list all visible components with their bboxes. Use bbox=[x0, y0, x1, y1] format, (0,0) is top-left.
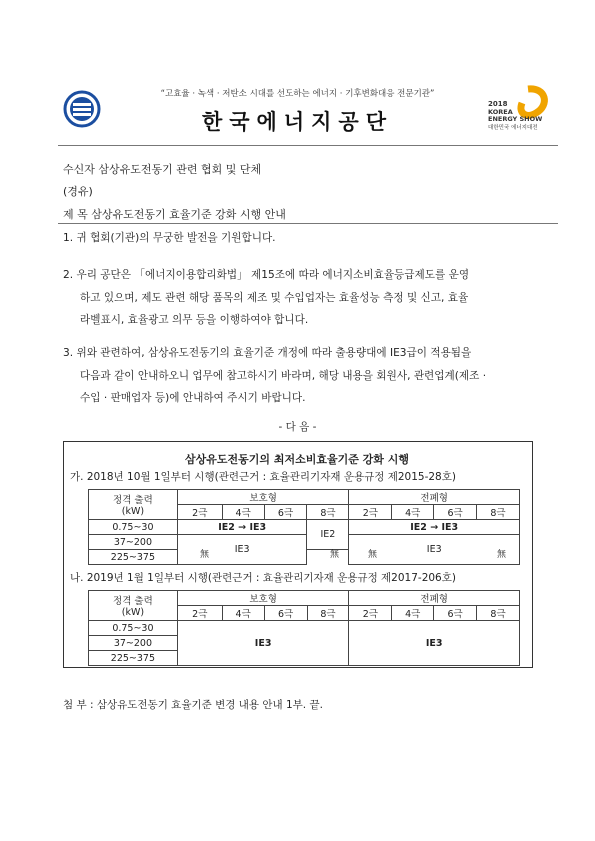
paragraph-3-line-3: 수입 · 판매업자 등)에 안내하여 주시기 바랍니다. bbox=[80, 392, 306, 404]
ie3-cell: IE3 bbox=[349, 621, 520, 666]
ie2-cell: IE2 bbox=[307, 520, 349, 550]
paragraph-3-line-2: 다음과 같이 안내하오니 업무에 참고하시기 바라며, 해당 내용을 회원사, 관련업계(제조 · bbox=[80, 369, 487, 382]
subject: 제 목 삼상유도전동기 효율기준 강화 시행 안내 bbox=[63, 208, 286, 221]
none-marker: 無 bbox=[497, 550, 507, 560]
rated-output-label: 정격 출력 bbox=[113, 596, 153, 607]
pole-6: 6극 bbox=[434, 606, 477, 621]
row-label: 37~200 bbox=[89, 535, 178, 550]
table-b bbox=[88, 590, 520, 666]
paragraph-2 bbox=[63, 264, 553, 332]
section-a-heading: 가. 2018년 10월 1일부터 시행(관련근거 : 효율관리기자재 운용규정 제2015-28호) bbox=[70, 471, 456, 483]
pole-4: 4극 bbox=[392, 606, 434, 621]
pole-8: 8극 bbox=[477, 505, 520, 520]
pole-2: 2극 bbox=[349, 606, 392, 621]
none-marker: 無 bbox=[200, 550, 210, 560]
protected-header: 보호형 bbox=[177, 591, 349, 606]
expo-line3: 대한민국 에너지대전 bbox=[488, 125, 538, 131]
pole-2: 2극 bbox=[177, 505, 222, 520]
enclosed-header: 전폐형 bbox=[349, 591, 520, 606]
ie3-cell: IE3 bbox=[349, 535, 520, 565]
pole-4: 4극 bbox=[222, 505, 264, 520]
pole-2: 2극 bbox=[349, 505, 392, 520]
rated-output-header bbox=[89, 591, 178, 621]
subject-divider bbox=[58, 223, 558, 224]
paragraph-1: 1. 귀 협회(기관)의 무궁한 발전을 기원합니다. bbox=[63, 232, 276, 244]
org-name: 한국에너지공단 bbox=[201, 110, 393, 134]
none-marker: 無 bbox=[330, 550, 340, 560]
none-marker: 無 bbox=[368, 550, 378, 560]
unit-label: (kW) bbox=[121, 506, 145, 517]
table-a bbox=[88, 489, 520, 565]
slogan: “고효율 · 녹색 · 저탄소 시대를 선도하는 에너지 · 기후변화대응 전문기관” bbox=[160, 89, 435, 99]
expo-line2: ENERGY SHOW bbox=[488, 115, 543, 123]
paragraph-3-line-1: 3. 위와 관련하여, 삼상유도전동기의 효율기준 개정에 따라 출용량대에 IE3급이 적용됨을 bbox=[63, 347, 472, 359]
pole-4: 4극 bbox=[392, 505, 434, 520]
ie3-cell: IE3 bbox=[177, 621, 349, 666]
row-label: 0.75~30 bbox=[89, 520, 178, 535]
row-label: 37~200 bbox=[89, 636, 178, 651]
paragraph-2-line-2: 하고 있으며, 제도 관련 해당 품목의 제조 및 수입업자는 효율성능 측정 및 신고, 효율 bbox=[80, 291, 469, 304]
energy-show-logo bbox=[488, 83, 552, 135]
row-label: 225~375 bbox=[89, 550, 178, 565]
pole-6: 6극 bbox=[434, 505, 477, 520]
rated-output-header bbox=[89, 490, 178, 520]
unit-label: (kW) bbox=[121, 607, 145, 618]
pole-2: 2극 bbox=[177, 606, 222, 621]
paragraph-2-line-3: 라벨표시, 효율광고 의무 등을 이행하여야 합니다. bbox=[80, 314, 309, 326]
pole-4: 4극 bbox=[222, 606, 264, 621]
header-divider bbox=[58, 145, 558, 146]
row-label: 225~375 bbox=[89, 651, 178, 666]
section-b-heading: 나. 2019년 1월 1일부터 시행(관련근거 : 효율관리기자재 운용규정 제2017-206호) bbox=[70, 572, 456, 584]
pole-8: 8극 bbox=[477, 606, 520, 621]
ie3-cell: IE3 bbox=[177, 535, 307, 565]
rated-output-label: 정격 출력 bbox=[113, 495, 153, 506]
box-title: 삼상유도전동기의 최저소비효율기준 강화 시행 bbox=[184, 453, 409, 466]
pole-8: 8극 bbox=[307, 505, 349, 520]
recipient: 수신자 삼상유도전동기 관련 협회 및 단체 bbox=[63, 163, 262, 176]
via: (경유) bbox=[63, 185, 93, 198]
enclosed-header: 전폐형 bbox=[349, 490, 520, 505]
pole-8: 8극 bbox=[307, 606, 349, 621]
protected-header: 보호형 bbox=[177, 490, 349, 505]
row-label: 0.75~30 bbox=[89, 621, 178, 636]
expo-year: 2018 bbox=[488, 100, 508, 108]
expo-line1: KOREA bbox=[488, 108, 513, 116]
paragraph-3 bbox=[63, 342, 553, 410]
center-label: - 다 음 - bbox=[278, 421, 317, 433]
attachment-line: 첨 부 : 삼상유도전동기 효율기준 변경 내용 안내 1부. 끝. bbox=[63, 699, 323, 711]
paragraph-2-line-1: 2. 우리 공단은 「에너지이용합리화법」 제15조에 따라 에너지소비효율등급제도를 운영 bbox=[63, 269, 470, 281]
pole-6: 6극 bbox=[264, 505, 307, 520]
pole-6: 6극 bbox=[264, 606, 307, 621]
ie2-to-ie3-cell: IE2 → IE3 bbox=[177, 520, 307, 535]
ie2-to-ie3-cell: IE2 → IE3 bbox=[349, 520, 520, 535]
